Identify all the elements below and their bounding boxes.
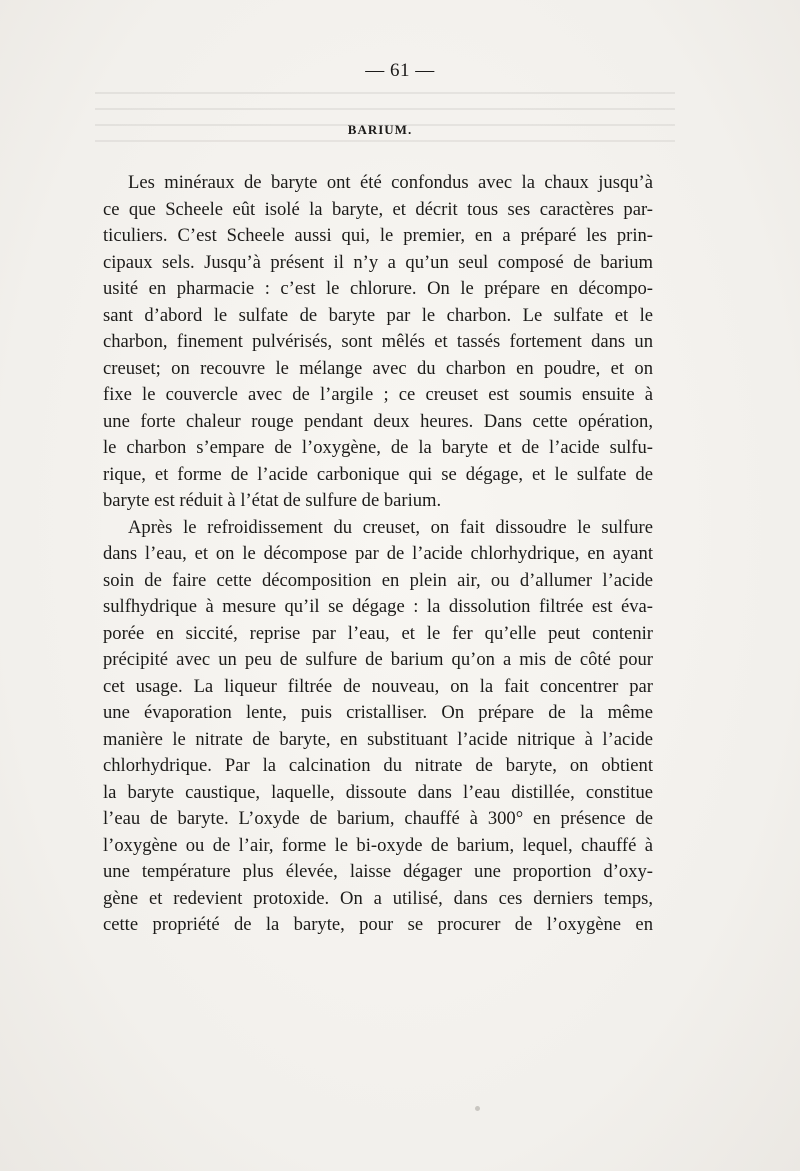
- body-text: [103, 170, 653, 939]
- text-line: précipité avec un peu de sulfure de barium qu’on a mis de côté pour: [103, 649, 653, 670]
- text-line: sant d’abord le sulfate de baryte par le charbon. Le sulfate et le: [103, 304, 653, 326]
- text-line: l’oxygène ou de l’air, forme le bi-oxyde de barium, lequel, chauffé à: [103, 834, 653, 856]
- section-title: BARIUM.: [347, 122, 413, 137]
- text-line: cet usage. La liqueur filtrée de nouveau, on la fait concentrer par: [103, 675, 653, 697]
- text-line: cipaux sels. Jusqu’à présent il n’y a qu’un seul composé de barium: [103, 251, 653, 273]
- text-line: manière le nitrate de baryte, en substituant l’acide nitrique à l’acide: [103, 728, 653, 750]
- text-line: Les minéraux de baryte ont été confondus avec la chaux jusqu’à: [128, 172, 653, 193]
- text-line: l’eau de baryte. L’oxyde de barium, chauffé à 300° en présence de: [103, 808, 653, 829]
- text-line: ce que Scheele eût isolé la baryte, et décrit tous ses caractères par-: [103, 198, 653, 220]
- text-line: Après le refroidissement du creuset, on fait dissoudre le sulfure: [128, 516, 653, 538]
- text-line: la baryte caustique, laquelle, dissoute dans l’eau distillée, constitue: [103, 781, 653, 803]
- text-line: cette propriété de la baryte, pour se procurer de l’oxygène en: [103, 914, 653, 935]
- text-line: sulfhydrique à mesure qu’il se dégage : la dissolution filtrée est éva-: [103, 596, 653, 617]
- text-line: rique, et forme de l’acide carbonique qui se dégage, et le sulfate de: [103, 463, 653, 485]
- text-line: dans l’eau, et on le décompose par de l’acide chlorhydrique, en ayant: [103, 543, 653, 564]
- text-line: gène et redevient protoxide. On a utilisé, dans ces derniers temps,: [103, 887, 653, 909]
- page-number: — 61 —: [365, 60, 435, 81]
- text-line: le charbon s’empare de l’oxygène, de la baryte et de l’acide sulfu-: [103, 437, 653, 458]
- text-line: porée en siccité, reprise par l’eau, et le fer qu’elle peut contenir: [103, 622, 653, 644]
- text-line: baryte est réduit à l’état de sulfure de barium.: [103, 490, 442, 511]
- text-line: une température plus élevée, laisse dégager une proportion d’oxy-: [103, 861, 653, 882]
- text-line: une évaporation lente, puis cristalliser. On prépare de la même: [103, 702, 653, 723]
- text-line: charbon, finement pulvérisés, sont mêlés et tassés fortement dans un: [103, 331, 653, 352]
- text-line: creuset; on recouvre le mélange avec du charbon en poudre, et on: [103, 357, 653, 379]
- text-line: ticuliers. C’est Scheele aussi qui, le premier, en a préparé les prin-: [103, 225, 653, 246]
- text-line: usité en pharmacie : c’est le chlorure. On le prépare en décompo-: [103, 278, 653, 299]
- text-line: chlorhydrique. Par la calcination du nitrate de baryte, on obtient: [103, 755, 653, 776]
- text-line: soin de faire cette décomposition en plein air, ou d’allumer l’acide: [103, 569, 653, 591]
- paper-speck: [475, 1106, 480, 1111]
- text-line: une forte chaleur rouge pendant deux heures. Dans cette opération,: [103, 410, 653, 432]
- text-line: fixe le couvercle avec de l’argile ; ce creuset est soumis ensuite à: [103, 384, 653, 405]
